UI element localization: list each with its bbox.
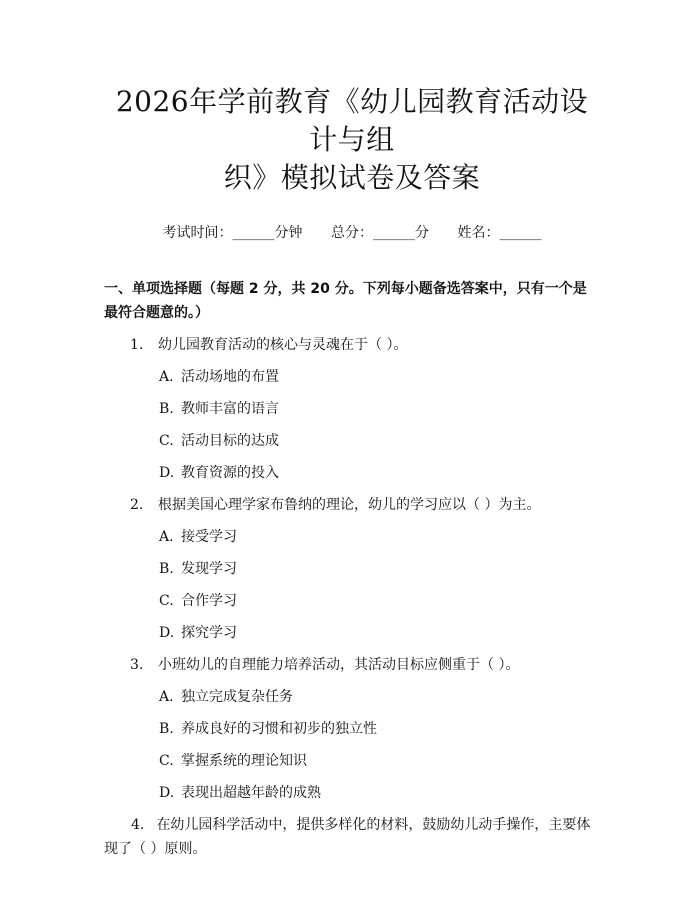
- option-a: [104, 365, 600, 389]
- options-list: [104, 525, 600, 645]
- question-3: [104, 653, 600, 805]
- option-d: [104, 621, 600, 645]
- option-d: [104, 781, 600, 805]
- option-c: [104, 589, 600, 613]
- question-text: 幼儿园教育活动的核心与灵魂在于（ ）。: [158, 337, 408, 353]
- option-letter: D.: [159, 465, 175, 481]
- title-line-2: 织》模拟试卷及答案: [223, 161, 481, 194]
- question-stem: [104, 333, 600, 357]
- page-title: [104, 0, 600, 197]
- exam-time-field: 考试时间：______分钟: [162, 225, 303, 241]
- option-letter: A.: [159, 529, 174, 545]
- student-name-field: 姓名：______: [457, 225, 542, 241]
- question-stem: [104, 493, 600, 517]
- question-stem: [104, 653, 600, 677]
- question-4: [104, 813, 600, 861]
- option-text: 教师丰富的语言: [181, 401, 279, 417]
- options-list: [104, 365, 600, 485]
- title-line-1: 2026年学前教育《幼儿园教育活动设计与组: [115, 85, 589, 156]
- question-stem: [104, 813, 600, 861]
- option-letter: D.: [159, 625, 175, 641]
- question-1: [104, 333, 600, 485]
- option-a: [104, 685, 600, 709]
- option-b: [104, 557, 600, 581]
- option-a: [104, 525, 600, 549]
- option-text: 发现学习: [181, 561, 237, 577]
- option-letter: C.: [159, 433, 174, 449]
- option-b: [104, 717, 600, 741]
- option-text: 接受学习: [181, 529, 237, 545]
- question-number: 4.: [131, 817, 145, 833]
- option-text: 活动目标的达成: [181, 433, 279, 449]
- option-letter: C.: [159, 593, 174, 609]
- option-letter: D.: [159, 785, 175, 801]
- option-text: 表现出超越年龄的成熟: [181, 785, 321, 801]
- option-text: 合作学习: [181, 593, 237, 609]
- question-text: 小班幼儿的自理能力培养活动，其活动目标应侧重于（ ）。: [158, 657, 520, 673]
- section-heading: 一、单项选择题（每题 2 分，共 20 分。下列每小题备选答案中，只有一个是最符合题意的。）: [104, 281, 587, 321]
- option-b: [104, 397, 600, 421]
- question-text: 在幼儿园科学活动中，提供多样化的材料，鼓励幼儿动手操作，主要体现了（ ）原则。: [104, 817, 591, 857]
- question-number: 1.: [130, 337, 144, 353]
- option-text: 独立完成复杂任务: [181, 689, 293, 705]
- option-letter: A.: [159, 369, 174, 385]
- option-text: 掌握系统的理论知识: [181, 753, 307, 769]
- question-2: [104, 493, 600, 645]
- option-text: 教育资源的投入: [181, 465, 279, 481]
- option-letter: C.: [159, 753, 174, 769]
- total-score-field: 总分：______分: [331, 225, 429, 241]
- option-letter: B.: [159, 721, 174, 737]
- option-c: [104, 749, 600, 773]
- question-number: 2.: [130, 497, 144, 513]
- option-letter: A.: [159, 689, 174, 705]
- option-d: [104, 461, 600, 485]
- option-letter: B.: [159, 561, 174, 577]
- option-letter: B.: [159, 401, 174, 417]
- question-number: 3.: [130, 657, 144, 673]
- option-text: 活动场地的布置: [181, 369, 279, 385]
- option-text: 养成良好的习惯和初步的独立性: [181, 721, 377, 737]
- option-text: 探究学习: [181, 625, 237, 641]
- exam-meta: [104, 223, 600, 243]
- options-list: [104, 685, 600, 805]
- question-text: 根据美国心理学家布鲁纳的理论，幼儿的学习应以（ ）为主。: [158, 497, 541, 513]
- option-c: [104, 429, 600, 453]
